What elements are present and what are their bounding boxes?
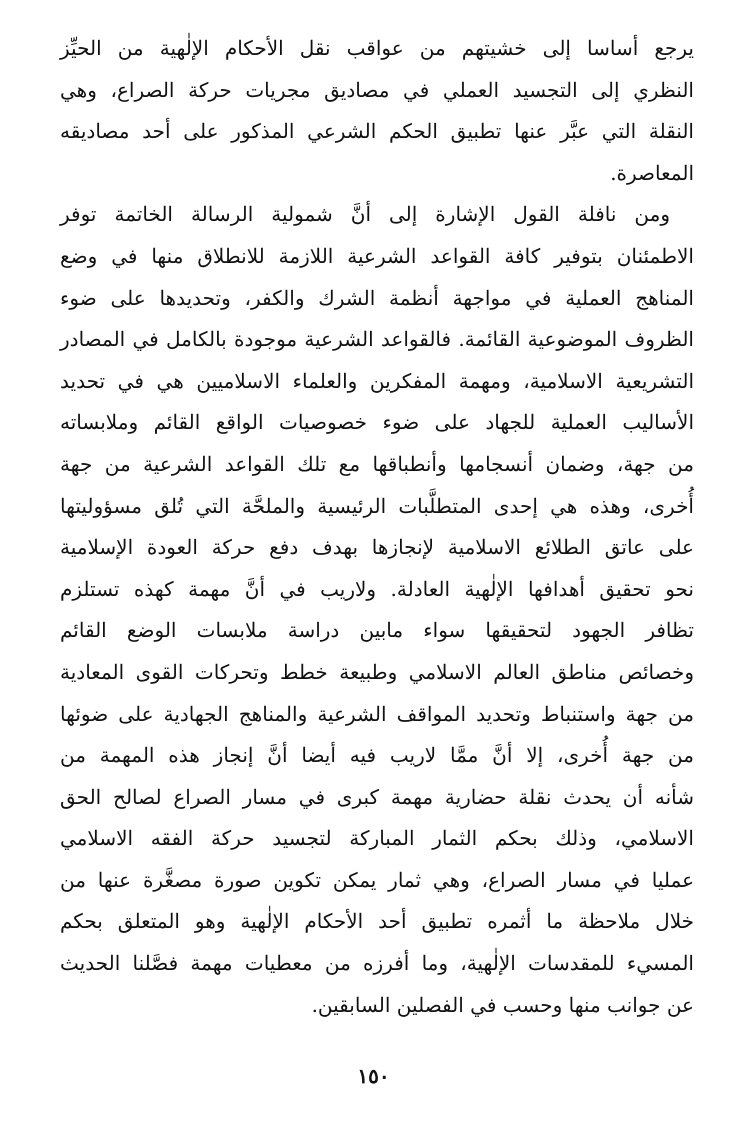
paragraph-2 xyxy=(60,194,694,1026)
text-line: وخصائص مناطق العالم الاسلامي وطبيعة خطط وتحركات القوى المعادية xyxy=(60,659,694,684)
text-line: المناهج العملية في مواجهة أنظمة الشرك والكفر، وتحديدها على ضوء xyxy=(60,285,694,310)
text-line: عن جوانب منها وحسب في الفصلين السابقين. xyxy=(311,992,694,1017)
text-line: يرجع أساسا إلى خشيتهم من عواقب نقل الأحكام الإلٰهية من الحيِّز xyxy=(60,36,694,60)
text-line: على عاتق الطلائع الاسلامية لإنجازها بهدف دفع حركة العودة الإسلامية xyxy=(60,535,694,560)
text-line: النقلة التي عبَّر عنها تطبيق الحكم الشرعي المذكور على أحد مصاديقه xyxy=(60,119,694,144)
text-line: من جهة واستنباط وتحديد المواقف الشرعية والمناهج الجهادية على ضوئها xyxy=(60,701,694,726)
text-line: الاسلامي، وذلك بحكم الثمار المباركة لتجسيد حركة الفقه الاسلامي xyxy=(60,826,694,851)
page-number: ١٥٠ xyxy=(357,1064,390,1088)
text-line: تظافر الجهود لتحقيقها سواء مابين دراسة ملابسات الوضع القائم xyxy=(60,618,694,643)
text-line: أُخرى، وهذه هي إحدى المتطلَّبات الرئيسية والملحَّة التي تُلق مسؤوليتها xyxy=(60,493,694,518)
text-line: التشريعية الاسلامية، ومهمة المفكرين والعلماء الاسلاميين هي في تحديد xyxy=(60,368,694,393)
document-page xyxy=(60,28,694,1118)
text-line: المعاصرة. xyxy=(610,160,694,185)
text-line: الأساليب العملية للجهاد على ضوء خصوصيات الواقع القائم وملابساته xyxy=(60,410,694,435)
text-line: الظروف الموضوعية القائمة. فالقواعد الشرعية موجودة بالكامل في المصادر xyxy=(60,327,694,352)
text-line: نحو تحقيق أهدافها الإلٰهية العادلة. ولاريب في أنَّ مهمة كهذه تستلزم xyxy=(60,576,694,601)
text-line: المسيء للمقدسات الإلٰهية، وما أفرزه من معطيات مهمة فصَّلنا الحديث xyxy=(60,951,694,976)
text-line: عمليا في مسار الصراع، وهي ثمار يمكن تكوين صورة مصغَّرة عنها من xyxy=(60,867,694,892)
text-line: ومن نافلة القول الإشارة إلى أنَّ شمولية الرسالة الخاتمة توفر xyxy=(60,202,670,227)
paragraph-1 xyxy=(60,28,694,194)
text-line: من جهة، وضمان أنسجامها وأنطباقها مع تلك القواعد الشرعية من جهة xyxy=(60,451,694,476)
text-line: النظري إلى التجسيد العملي في مصاديق مجريات حركة الصراع، وهي xyxy=(60,77,694,102)
text-line: من جهة أُخرى، إلا أنَّ ممَّا لاريب فيه أيضا أنَّ إنجاز هذه المهمة من xyxy=(60,743,694,768)
text-line: الاطمئنان بتوفير كافة القواعد الشرعية اللازمة للانطلاق منها في وضع xyxy=(60,243,694,268)
text-line: خلال ملاحظة ما أثمره تطبيق أحد الأحكام الإلٰهية وهو المتعلق بحكم xyxy=(60,909,694,934)
text-line: شأنه أن يحدث نقلة حضارية مهمة كبرى في مسار الصراع لصالح الحق xyxy=(60,784,694,809)
